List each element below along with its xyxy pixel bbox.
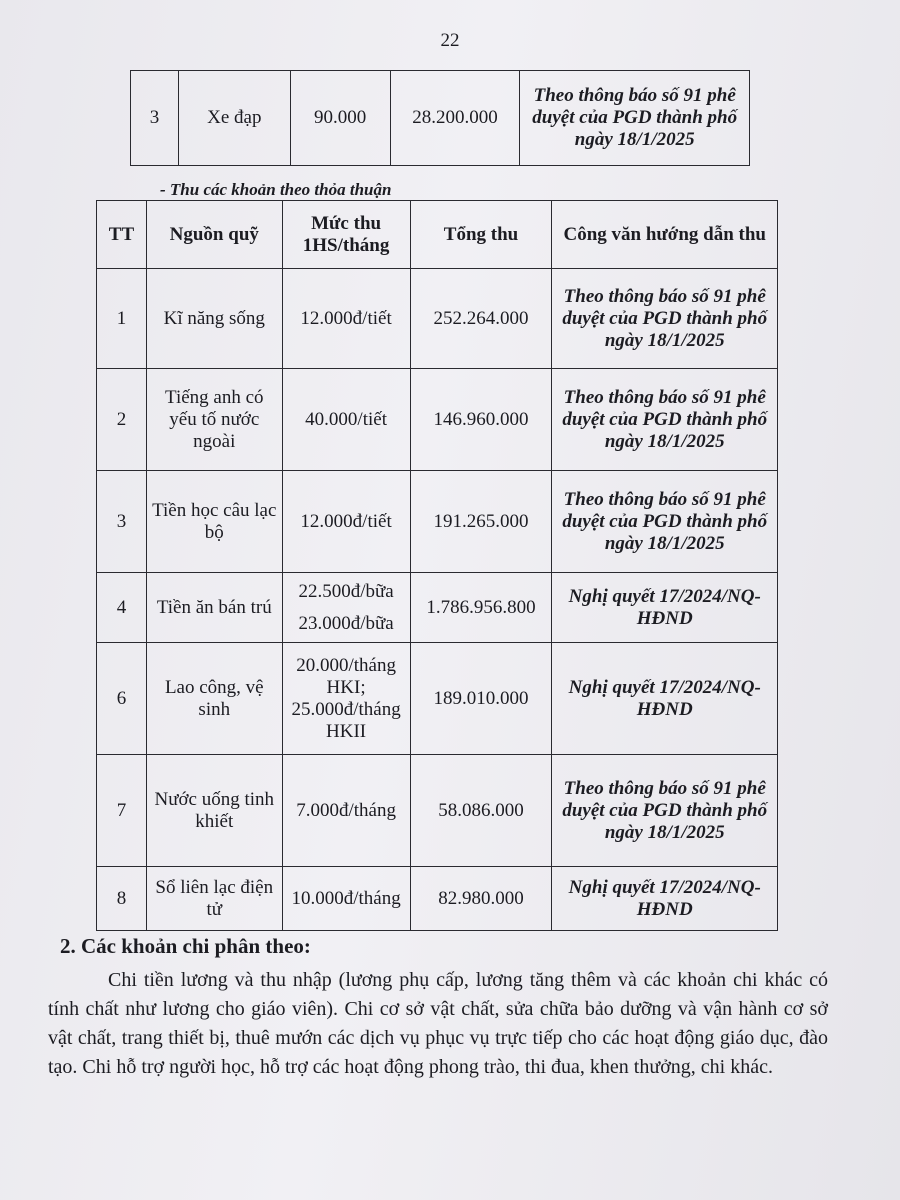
table-row <box>97 573 778 643</box>
guidance-note: Theo thông báo số 91 phê duyệt của PGD thành phố ngày 18/1/2025 <box>552 755 778 867</box>
guidance-note: Nghị quyết 17/2024/NQ-HĐND <box>552 643 778 755</box>
body-paragraph: Chi tiền lương và thu nhập (lương phụ cấp, lương tăng thêm và các khoản chi khác có tính chất như lương cho giáo viên). Chi cơ sở vật chất, sửa chữa bảo dưỡng và vận hành cơ sở vật chất, trang thiết bị, thuê mướn các dịch vụ phục vụ trực tiếp cho các hoạt động giáo dục, đào tạo. Chi hỗ trợ người học, hỗ trợ các hoạt động phong trào, thi đua, khen thưởng, chi khác. <box>48 969 828 1078</box>
fund-source: Kĩ năng sống <box>146 269 282 369</box>
continued-fee-table <box>130 70 750 166</box>
total-amount: 191.265.000 <box>410 471 552 573</box>
fee-rate-option: 22.500đ/bữa <box>298 580 394 602</box>
total-amount: 28.200.000 <box>390 71 520 166</box>
table-row <box>97 643 778 755</box>
fee-rate: 7.000đ/tháng <box>282 755 410 867</box>
guidance-note: Theo thông báo số 91 phê duyệt của PGD thành phố ngày 18/1/2025 <box>520 71 750 166</box>
total-amount: 146.960.000 <box>410 369 552 471</box>
guidance-note: Nghị quyết 17/2024/NQ-HĐND <box>552 573 778 643</box>
section-heading: 2. Các khoản chi phân theo: <box>60 934 311 958</box>
table-row <box>131 71 750 166</box>
section-caption: - Thu các khoản theo thỏa thuận <box>160 180 392 199</box>
header-rate: Mức thu 1HS/tháng <box>282 201 410 269</box>
total-amount: 189.010.000 <box>410 643 552 755</box>
fee-rate <box>282 573 410 643</box>
row-number: 8 <box>97 867 147 931</box>
fee-rate: 10.000đ/tháng <box>282 867 410 931</box>
fund-source: Nước uống tinh khiết <box>146 755 282 867</box>
row-number: 4 <box>97 573 147 643</box>
fee-rate-option: 23.000đ/bữa <box>298 612 394 634</box>
total-amount: 252.264.000 <box>410 269 552 369</box>
fund-source: Lao công, vệ sinh <box>146 643 282 755</box>
fee-rate: 12.000đ/tiết <box>282 471 410 573</box>
row-number: 3 <box>97 471 147 573</box>
header-doc: Công văn hướng dẫn thu <box>552 201 778 269</box>
row-number: 2 <box>97 369 147 471</box>
total-amount: 1.786.956.800 <box>410 573 552 643</box>
fund-source: Tiền ăn bán trú <box>146 573 282 643</box>
fee-rate: 12.000đ/tiết <box>282 269 410 369</box>
table-row <box>97 755 778 867</box>
header-source: Nguồn quỹ <box>146 201 282 269</box>
table-row <box>97 471 778 573</box>
fund-source: Sổ liên lạc điện tử <box>146 867 282 931</box>
table-row <box>97 867 778 931</box>
fund-source: Xe đạp <box>178 71 290 166</box>
agreement-fee-table <box>96 200 778 931</box>
guidance-note: Theo thông báo số 91 phê duyệt của PGD thành phố ngày 18/1/2025 <box>552 269 778 369</box>
row-number: 3 <box>131 71 179 166</box>
row-number: 1 <box>97 269 147 369</box>
row-number: 7 <box>97 755 147 867</box>
fund-source: Tiếng anh có yếu tố nước ngoài <box>146 369 282 471</box>
header-total: Tổng thu <box>410 201 552 269</box>
page-number: 22 <box>440 30 460 51</box>
header-tt: TT <box>97 201 147 269</box>
total-amount: 82.980.000 <box>410 867 552 931</box>
guidance-note: Theo thông báo số 91 phê duyệt của PGD thành phố ngày 18/1/2025 <box>552 369 778 471</box>
row-number: 6 <box>97 643 147 755</box>
total-amount: 58.086.000 <box>410 755 552 867</box>
guidance-note: Theo thông báo số 91 phê duyệt của PGD thành phố ngày 18/1/2025 <box>552 471 778 573</box>
fee-rate: 20.000/tháng HKI; 25.000đ/tháng HKII <box>282 643 410 755</box>
table-header-row <box>97 201 778 269</box>
fee-rate: 90.000 <box>290 71 390 166</box>
table-row <box>97 369 778 471</box>
guidance-note: Nghị quyết 17/2024/NQ-HĐND <box>552 867 778 931</box>
table-row <box>97 269 778 369</box>
fee-rate: 40.000/tiết <box>282 369 410 471</box>
fund-source: Tiền học câu lạc bộ <box>146 471 282 573</box>
